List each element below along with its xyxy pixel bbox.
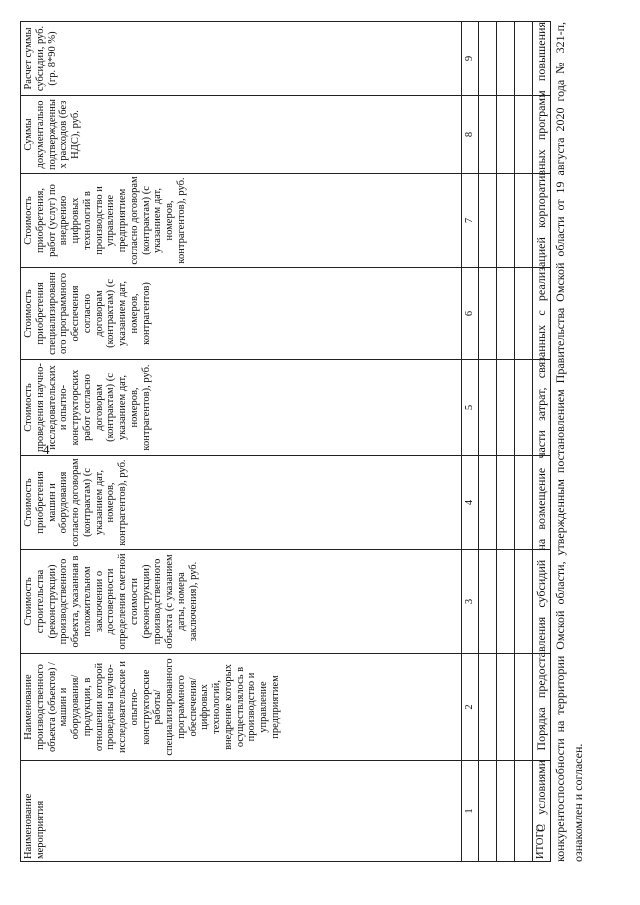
subsidy-table <box>20 21 551 862</box>
column-number: 8 <box>462 96 479 174</box>
header-cell-9: Расчет суммы субсидии, руб. (гр. 8*90 %) <box>21 22 462 96</box>
empty-cell <box>515 22 533 96</box>
header-cell-6: Стоимость приобретения специализированного программного обеспечения согласно договорам (контрактам) (с указанием дат, номеров, контрагентов) <box>21 268 462 360</box>
page-number: 4 <box>43 442 50 457</box>
column-number: 5 <box>462 360 479 456</box>
empty-cell <box>515 654 533 761</box>
empty-cell <box>479 654 497 761</box>
header-cell-2: Наименование производственного объекта (объектов) /машин и оборудования/ продукции, в отношении которой проведены научно-исследовательские и опытно-конструкторские работы/ специализированного программного обеспечения/ цифровых технологий, внедрение которых осуществлялось в производство и управление предприятием <box>21 654 462 761</box>
empty-cell <box>515 96 533 174</box>
column-number: 6 <box>462 268 479 360</box>
consent-paragraph: С условиями Порядка предоставления субсидий на возмещение части затрат, связанных с реализацией корпоративных программ повышения конкурентоспособности на территории Омской области, утвержденным постановлением Правительства Омской области от 19 августа 2020 года № 321-п, ознакомлен и согласен. <box>534 22 586 862</box>
column-number: 3 <box>462 550 479 654</box>
header-cell-3: Стоимость строительства (реконструкции) производственного объекта, указанная в положительном заключении о достоверности определения сметной стоимости (реконструкции) производственного объекта (с указанием даты, номера заключения), руб. <box>21 550 462 654</box>
empty-cell <box>479 360 497 456</box>
column-number: 7 <box>462 174 479 268</box>
empty-cell <box>497 268 515 360</box>
column-number: 2 <box>462 654 479 761</box>
rotated-page-content <box>20 22 620 882</box>
column-number-row <box>462 22 479 862</box>
empty-cell <box>497 22 515 96</box>
empty-cell <box>515 550 533 654</box>
header-cell-1: Наименование мероприятия <box>21 761 462 862</box>
column-number: 4 <box>462 456 479 550</box>
empty-cell <box>497 456 515 550</box>
column-number: 1 <box>462 761 479 862</box>
empty-row <box>515 22 533 862</box>
empty-cell <box>497 761 515 862</box>
header-cell-7: Стоимость приобретения, работ (услуг) по внедрению цифровых технологий в производство и управление предприятием согласно договорам (контрактам) (с указанием дат, номеров, контрагентов), руб. <box>21 174 462 268</box>
empty-cell <box>515 174 533 268</box>
empty-cell <box>479 761 497 862</box>
empty-cell <box>497 96 515 174</box>
total-label: ИТОГО <box>533 761 551 862</box>
empty-cell <box>515 761 533 862</box>
empty-cell <box>479 550 497 654</box>
empty-row <box>479 22 497 862</box>
empty-cell <box>497 654 515 761</box>
empty-cell <box>515 456 533 550</box>
empty-cell <box>479 456 497 550</box>
empty-row <box>497 22 515 862</box>
empty-cell <box>497 550 515 654</box>
header-cell-8: Суммы документально подтвержденных расходов (без НДС), руб. <box>21 96 462 174</box>
column-number: 9 <box>462 22 479 96</box>
empty-cell <box>497 174 515 268</box>
empty-cell <box>479 96 497 174</box>
header-row <box>21 22 462 862</box>
empty-cell <box>515 268 533 360</box>
empty-cell <box>497 360 515 456</box>
empty-cell <box>479 174 497 268</box>
empty-cell <box>515 360 533 456</box>
header-cell-5: Стоимость проведения научно-исследовательских и опытно-конструкторских работ согласно договорам (контрактам) (с указанием дат, номеров, контрагентов), руб. <box>21 360 462 456</box>
empty-cell <box>479 268 497 360</box>
empty-cell <box>479 22 497 96</box>
header-cell-4: Стоимость приобретения машин и оборудования согласно договорам (контрактам) (с указанием дат, номеров, контрагентов), руб. <box>21 456 462 550</box>
